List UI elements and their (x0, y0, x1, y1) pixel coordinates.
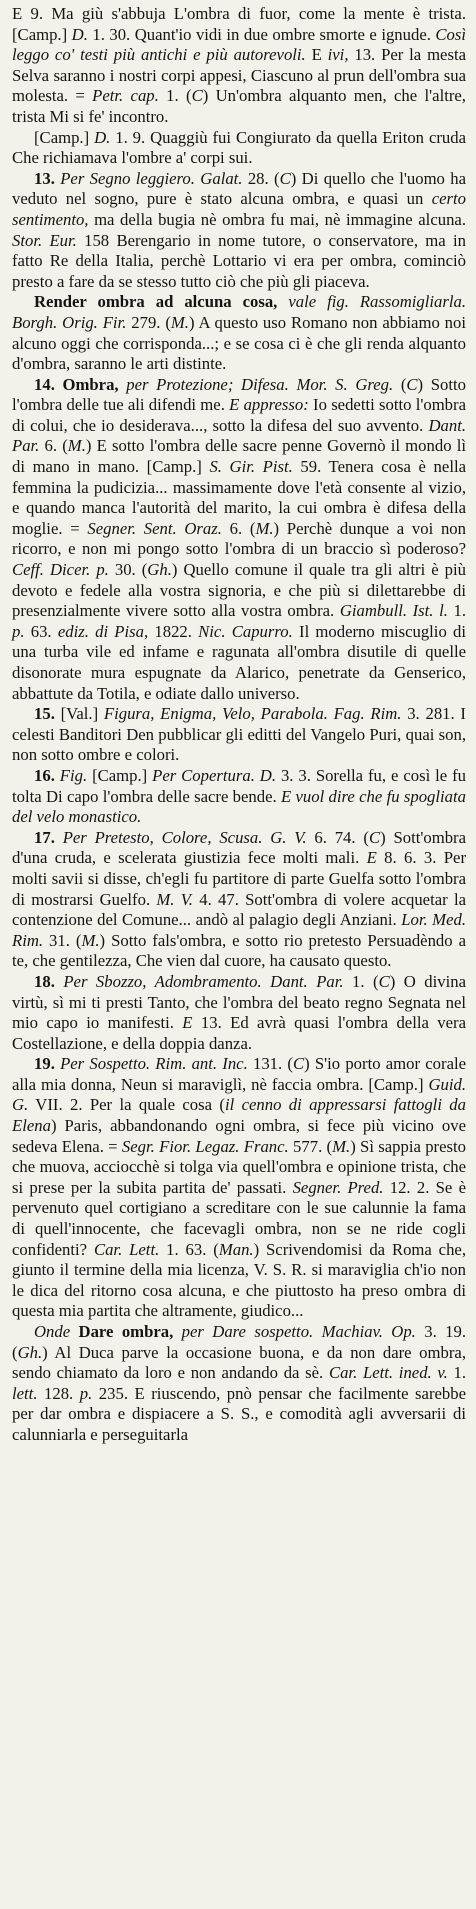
italic-text: Segner. Sent. Oraz. (87, 518, 222, 538)
body-text: ) Scrivendomisi da Roma che, giunto il termine della mia licenza, V. S. R. si maraviglia ch'io non le dica del ritorno cosa alcuna, e che piuttosto ha preso ombra di questa mia partita che altramente, giudico... (12, 1239, 467, 1321)
italic-text: Stor. Eur. (12, 230, 77, 250)
body-text: 1. (447, 601, 467, 621)
body-text: 6. 74. ( (306, 827, 369, 847)
italic-text: C (279, 168, 291, 188)
body-text: [Camp.] (34, 127, 95, 147)
body-text: ) Sott'ombra d'una cruda, e scelerata giustizia fece molti mali. (12, 827, 467, 868)
body-text: ) Sotto fals'ombra, e sotto rio pretesto Persuadèndo a te, che gentilezza, Che vien dal cuore, ha causato questo. (12, 930, 466, 971)
body-text: ) E sotto l'ombra delle sacre penne Governò il mondo lì di mano in mano. [Camp.] (12, 436, 466, 477)
body-text: 4. 47. Sott'ombra di volere acquetar la contenzione del Comune... andò al palagio degli Anziani. (12, 889, 466, 930)
body-text: ma della bugia nè ombra fu mai, nè immagine alcuna. (88, 209, 466, 229)
body-text: ) Al Duca parve la occasione buona, e da non dare ombra, sendo chiamato da loro e non andando da sè. (12, 1342, 466, 1383)
body-text: 235. E riuscendo, pnò pensar che facilmente sarebbe per dar ombra e dispiacere a S. S., e comodità agli avversarii di calunniarla e perseguitarla (12, 1383, 467, 1444)
body-text: 1. ( (158, 86, 192, 106)
body-text: 3. 281. I celesti Banditori Den pubblicar gli editti del Vangelo Puri, quai son, non sotto ombre e colori. (12, 704, 466, 765)
italic-text: Ceff. Dicer. p. (12, 560, 109, 580)
italic-text: Così leggo co' testi più antichi e più autorevoli. (12, 24, 466, 65)
italic-text: p. (79, 1383, 93, 1403)
italic-text: C (406, 374, 418, 394)
italic-text: Dant. Par. (12, 415, 466, 456)
body-text: 13. Ed avrà quasi l'ombra della vera Costellazione, e della doppia danza. (12, 1013, 466, 1053)
body-text: 28. ( (242, 168, 280, 188)
body-text: VII. 2. Per la quale cosa ( (28, 1095, 225, 1115)
body-text: E 9. Ma giù s'abbuja L'ombra di fuor, come la mente è trista. [Camp.] (12, 4, 466, 44)
italic-text: M. (170, 312, 189, 332)
entry-paragraph (12, 1322, 466, 1446)
body-text: ) O divina virtù, sì mi ti presti Tanto, che l'ombra del beato regno Segnata nel mio capo io manifesti. (12, 971, 467, 1033)
italic-text: D. (94, 127, 111, 147)
body-text: 577. ( (288, 1136, 333, 1156)
italic-text: C (191, 86, 203, 106)
italic-text: p. (12, 621, 25, 641)
body-text: 6. ( (39, 436, 68, 456)
body-text: ) Paris, abbandonando ogni ombra, si fece più vicino ove sedeva Elena. = (12, 1116, 466, 1156)
body-text: Io sedetti sotto l'ombra di colui, che io desiderava..., sotto la difesa del suo avvento. (12, 395, 466, 435)
entry-heading: 19. (34, 1054, 61, 1074)
entry-paragraph (12, 4, 466, 128)
entry-heading: Dare ombra, (78, 1322, 174, 1341)
entry-paragraph (12, 128, 466, 169)
italic-text: Car. Lett. (93, 1239, 160, 1259)
entry-heading: 13. (34, 168, 61, 188)
body-text: 1. 63. ( (159, 1239, 219, 1259)
body-text: ) Perchè dunque a voi non ricorro, e non mi pongo sotto l'ombra di un braccio sì poderoso? (12, 518, 466, 559)
body-text: ) A questo uso Romano non abbiamo noi alcuno oggi che corrisponda...; e se cosa ci è che gli renda alquanto d'ombra, saranno le arti distinte. (12, 312, 466, 374)
italic-text: M. (332, 1136, 351, 1156)
entry-paragraph (12, 704, 466, 766)
italic-text: M. (81, 930, 100, 950)
italic-text: Petr. cap. (92, 86, 159, 106)
italic-text: Nic. Capurro. (198, 621, 293, 641)
entry-heading: 16. (34, 765, 60, 785)
italic-text: Per Pretesto, Colore, Scusa. G. V. (62, 827, 307, 847)
body-text: ) Sotto l'ombra delle tue ali difendi me. (12, 374, 466, 415)
body-text: Il moderno miscuglio di una turba vile ed infame e ragunata all'ombra disutile di quelle disonorate mura espugnate da Alarico, penetrate da Genserico, abbattute da Totila, e odiate dallo universo. (12, 621, 466, 703)
italic-text: D. (71, 24, 88, 44)
body-text: 1. (447, 1363, 466, 1383)
body-text: 12. 2. Se è pervenuto quel cortigiano a screditare con le sue calunnie la fama di quell'innocente, che facevagli ombra, non se ne ride cogli confidenti? (12, 1177, 466, 1259)
italic-text: Fig. (59, 765, 88, 785)
body-text: E (305, 45, 328, 65)
italic-text: per Protezione; Difesa. Mor. S. Greg. (118, 374, 394, 394)
italic-text: Per Sbozzo, Adombramento. Dant. Par. (63, 971, 344, 991)
italic-text: M. (67, 436, 86, 456)
italic-text: Per Segno leggiero. Galat. (60, 168, 243, 188)
italic-text: Segr. Fior. Legaz. Franc. (121, 1136, 289, 1156)
body-text: 1822. (148, 621, 199, 641)
italic-text: Guid. G. (12, 1074, 466, 1115)
body-text: 1. 30. Quant'io vidi in due ombre smorte e ignude. (87, 24, 436, 44)
body-text: 63. (24, 621, 58, 641)
body-text: 6. ( (221, 518, 256, 538)
italic-text: Car. Lett. ined. v. (328, 1363, 448, 1383)
italic-text: M. V. (156, 889, 193, 909)
body-text: 1. ( (343, 971, 379, 991)
italic-text: ivi, (327, 45, 349, 65)
body-text: 8. 6. 3. Per molti savii si disse, ch'egli fu partitore di parte Guelfa sotto l'ombra di mostrarsi Guelfo. (12, 848, 466, 909)
entry-heading: 15. (34, 704, 61, 724)
italic-text: Gh. (17, 1342, 43, 1362)
body-text: 279. ( (126, 312, 171, 332)
dictionary-column (12, 4, 466, 1446)
italic-text: Per Copertura. D. (152, 765, 277, 785)
body-text: 59. Tenera cosa è nella femmina la pudicizia... massimamente dove l'età consente al vizio, e quando manca l'autorità del marito, la cui ombra è difesa della moglie. = (12, 457, 466, 538)
body-text: 1. 9. Quaggiù fui Congiurato da quella Eriton cruda Che richiamava l'ombre a' corpi sui. (12, 127, 466, 168)
italic-text: Per Sospetto. Rim. ant. Inc. (60, 1054, 248, 1074)
body-text: ) Quello comune il quale tra gli altri è più devoto e fedele alla vostra signoria, e che più si dilettarebbe di presenzialmente vivere sotto alla vostra ombra. (12, 560, 467, 621)
entry-heading: 17. (34, 827, 63, 847)
entry-paragraph (12, 766, 466, 828)
italic-text: Lor. Med. Rim. (12, 910, 466, 950)
body-text: ) Sì sappia presto che muova, acciocchè si tolga via quell'ombra e opinione trista, che si prese per la subita partita de' passati. (12, 1136, 466, 1197)
italic-text: M. (255, 518, 274, 538)
body-text: ) S'io porto amor corale alla mia donna, Neun si maraviglì, nè faccia ombra. [Camp.] (12, 1054, 467, 1094)
italic-text: Gh. (147, 560, 172, 580)
body-text: ( (393, 374, 407, 394)
entry-paragraph (12, 828, 466, 972)
body-text: 13. Per la mesta Selva saranno i nostri corpi appesi, Ciascuno al prun dell'ombra sua molesta. = (12, 45, 466, 106)
italic-text: Man. (218, 1239, 254, 1259)
italic-text: Figura, Enigma, Velo, Parabola. Fag. Rim. (103, 704, 402, 724)
italic-text: per Dare sospetto. Machiav. Op. (173, 1322, 416, 1341)
body-text: 30. ( (108, 560, 148, 580)
italic-text: certo sentimento, (12, 189, 466, 229)
body-text: [Val.] (60, 704, 104, 724)
italic-text: Giambull. Ist. l. (339, 601, 448, 621)
italic-text: S. Gir. Pist. (209, 457, 293, 477)
italic-text: E (182, 1013, 193, 1033)
italic-text: E appresso: (229, 395, 309, 415)
body-text: ) Un'ombra alquanto men, che l'altre, trista Mi si fe' incontro. (12, 86, 466, 126)
entry-paragraph (12, 292, 466, 374)
entry-heading: Render ombra ad alcuna cosa, (34, 292, 278, 312)
italic-text: C (378, 971, 390, 991)
body-text: 128. (37, 1383, 80, 1403)
body-text: ) Di quello che l'uomo ha veduto nel sogno, pure è stato alcuna ombra, e quasi un (12, 168, 467, 209)
italic-text: C (368, 827, 381, 847)
italic-text: Segner. Pred. (292, 1177, 384, 1197)
entry-paragraph (12, 169, 466, 293)
entry-heading: 18. (34, 971, 64, 991)
italic-text: il cenno di appressarsi fattogli da Elena (12, 1095, 466, 1136)
entry-paragraph (12, 375, 466, 705)
entry-paragraph (12, 1054, 466, 1322)
italic-text: Onde (34, 1322, 79, 1341)
entry-paragraph (12, 972, 466, 1054)
body-text: 131. ( (247, 1054, 293, 1074)
body-text: 3. 3. Sorella fu, e così le fu tolta Di capo l'ombra delle sacre bende. (12, 765, 466, 806)
body-text: 158 Berengario in nome tutore, o conservatore, ma in fatto Re della Italia, perchè Lottario vi era per ombra, cominciò presto a fare da se stesso tutto ciò che più gli piaceva. (12, 230, 466, 291)
body-text: [Camp.] (87, 765, 153, 785)
italic-text: E (366, 848, 377, 868)
italic-text: lett. (12, 1383, 38, 1403)
italic-text: E vuol dire che fu spogliata del velo monastico. (12, 786, 466, 827)
italic-text: ediz. di Pisa, (57, 621, 149, 641)
italic-text: C (292, 1054, 305, 1074)
body-text: 3. 19. ( (12, 1322, 466, 1362)
body-text: 31. ( (43, 930, 82, 950)
italic-text: vale fig. Rassomigliarla. Borgh. Orig. Fir. (12, 292, 467, 332)
entry-heading: 14. Ombra, (34, 374, 119, 394)
